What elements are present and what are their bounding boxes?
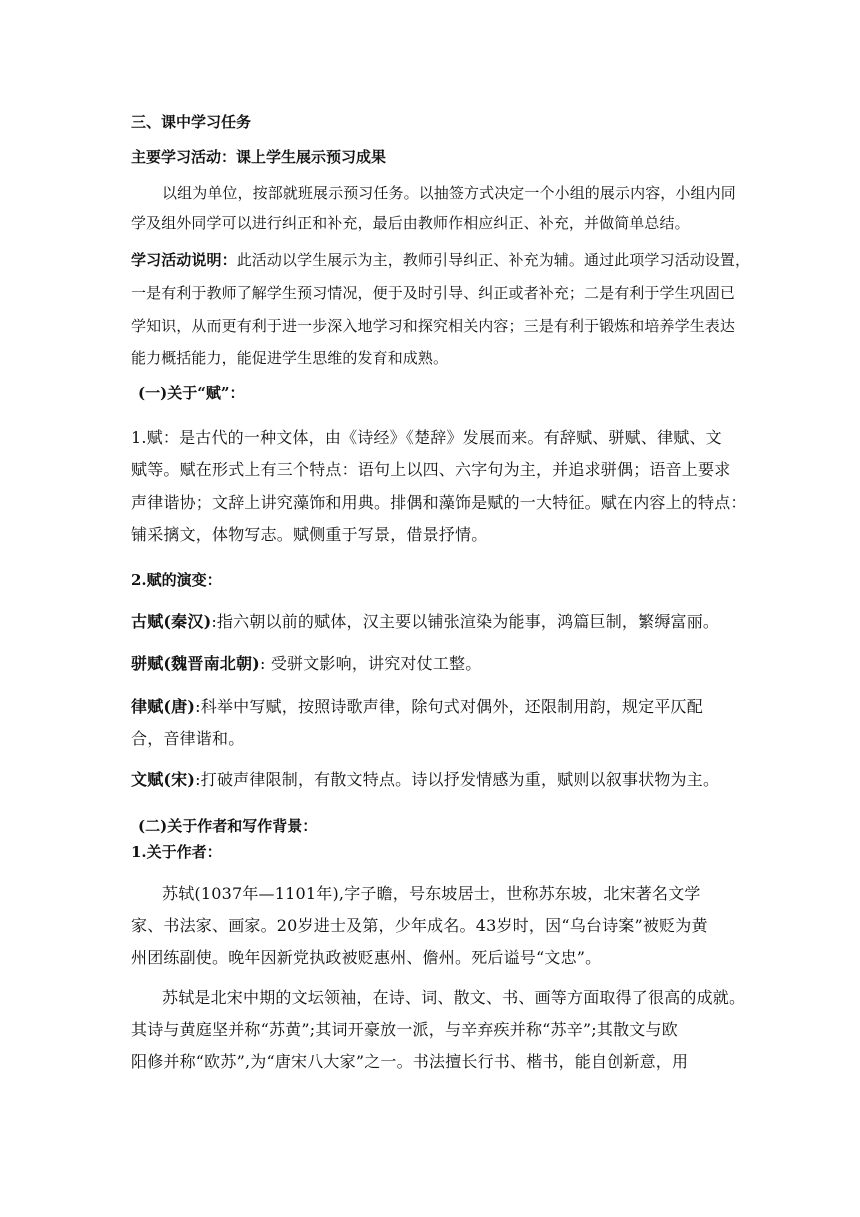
evolution-item-continued: 合，音律谐和。 bbox=[131, 729, 245, 748]
evolution-item bbox=[131, 697, 703, 717]
evolution-text: : 受骈文影响，讲究对仗工整。 bbox=[259, 654, 482, 673]
activity-heading: 主要学习活动：课上学生展示预习成果 bbox=[131, 148, 387, 166]
evolution-label: 古赋(秦汉) bbox=[131, 612, 212, 631]
evolution-item bbox=[131, 612, 719, 632]
section-title: 三、课中学习任务 bbox=[131, 113, 252, 131]
explanation-line: 一是有利于教师了解学生预习情况，便于及时引导、纠正或者补充；二是有利于学生巩固已 bbox=[131, 284, 736, 302]
author-paragraph-line: 家、书法家、画家。20岁进士及第，少年成名。43岁时，因“乌台诗案”被贬为黄 bbox=[131, 916, 708, 935]
explanation-label: 学习活动说明： bbox=[131, 251, 237, 269]
explanation-line: 能力概括能力，能促进学生思维的发育和成熟。 bbox=[131, 349, 449, 367]
fu-definition-line: 赋等。赋在形式上有三个特点：语句上以四、六字句为主，并追求骈偶；语音上要求 bbox=[131, 460, 731, 479]
author-paragraph-line: 阳修并称“欧苏”,为“唐宋八大家”之一。书法擅长行书、楷书，能自创新意，用 bbox=[131, 1052, 689, 1071]
author-paragraph-line: 苏轼是北宋中期的文坛领袖，在诗、词、散文、书、画等方面取得了很高的成就。 bbox=[162, 988, 746, 1007]
evolution-item bbox=[131, 654, 481, 674]
activity-paragraph-line: 学及组外同学可以进行纠正和补充，最后由教师作相应纠正、补充，并做简单总结。 bbox=[131, 214, 690, 232]
evolution-label: 文赋(宋) bbox=[131, 770, 196, 789]
evolution-item bbox=[131, 770, 719, 790]
evolution-heading: 2.赋的演变： bbox=[131, 571, 222, 589]
evolution-text: :指六朝以前的赋体，汉主要以铺张渲染为能事，鸿篇巨制，繁缛富丽。 bbox=[211, 612, 720, 631]
explanation-line bbox=[131, 250, 750, 270]
activity-paragraph-line: 以组为单位，按部就班展示预习任务。以抽签方式决定一个小组的展示内容，小组内同 bbox=[162, 184, 736, 202]
evolution-label: 律赋(唐) bbox=[131, 697, 196, 716]
author-paragraph-line: 其诗与黄庭坚并称“苏黄”;其词开豪放一派，与辛弃疾并称“苏辛”;其散文与欧 bbox=[131, 1020, 678, 1039]
author-heading: 1.关于作者： bbox=[131, 843, 222, 861]
author-paragraph-line: 州团练副使。晚年因新党执政被贬惠州、儋州。死后谥号“文忠”。 bbox=[131, 948, 602, 967]
fu-definition-line: 声律谐协；文辞上讲究藻饰和用典。排偶和藻饰是赋的一大特征。赋在内容上的特点： bbox=[131, 493, 747, 512]
part2-heading: (二)关于作者和写作背景： bbox=[138, 817, 318, 835]
explanation-line: 学知识，从而更有利于进一步深入地学习和探究相关内容；三是有利于锻炼和培养学生表达 bbox=[131, 317, 736, 335]
evolution-text: :打破声律限制，有散文特点。诗以抒发情感为重，赋则以叙事状物为主。 bbox=[195, 770, 720, 789]
evolution-label: 骈赋(魏晋南北朝) bbox=[131, 654, 260, 673]
fu-definition-line: 1.赋：是古代的一种文体，由《诗经》《楚辞》发展而来。有辞赋、骈赋、律赋、文 bbox=[131, 428, 722, 447]
explanation-text: 此活动以学生展示为主，教师引导纠正、补充为辅。通过此项学习活动设置， bbox=[236, 251, 751, 269]
evolution-text: :科举中写赋，按照诗歌声律，除句式对偶外，还限制用韵，规定平仄配 bbox=[195, 697, 703, 716]
author-paragraph-line: 苏轼(1037年—1101年),字子瞻，号东坡居士，世称苏东坡，北宋著名文学 bbox=[162, 884, 701, 903]
fu-definition-line: 铺采摛文，体物写志。赋侧重于写景，借景抒情。 bbox=[131, 525, 488, 544]
part1-heading: (一)关于“赋”： bbox=[138, 384, 245, 402]
